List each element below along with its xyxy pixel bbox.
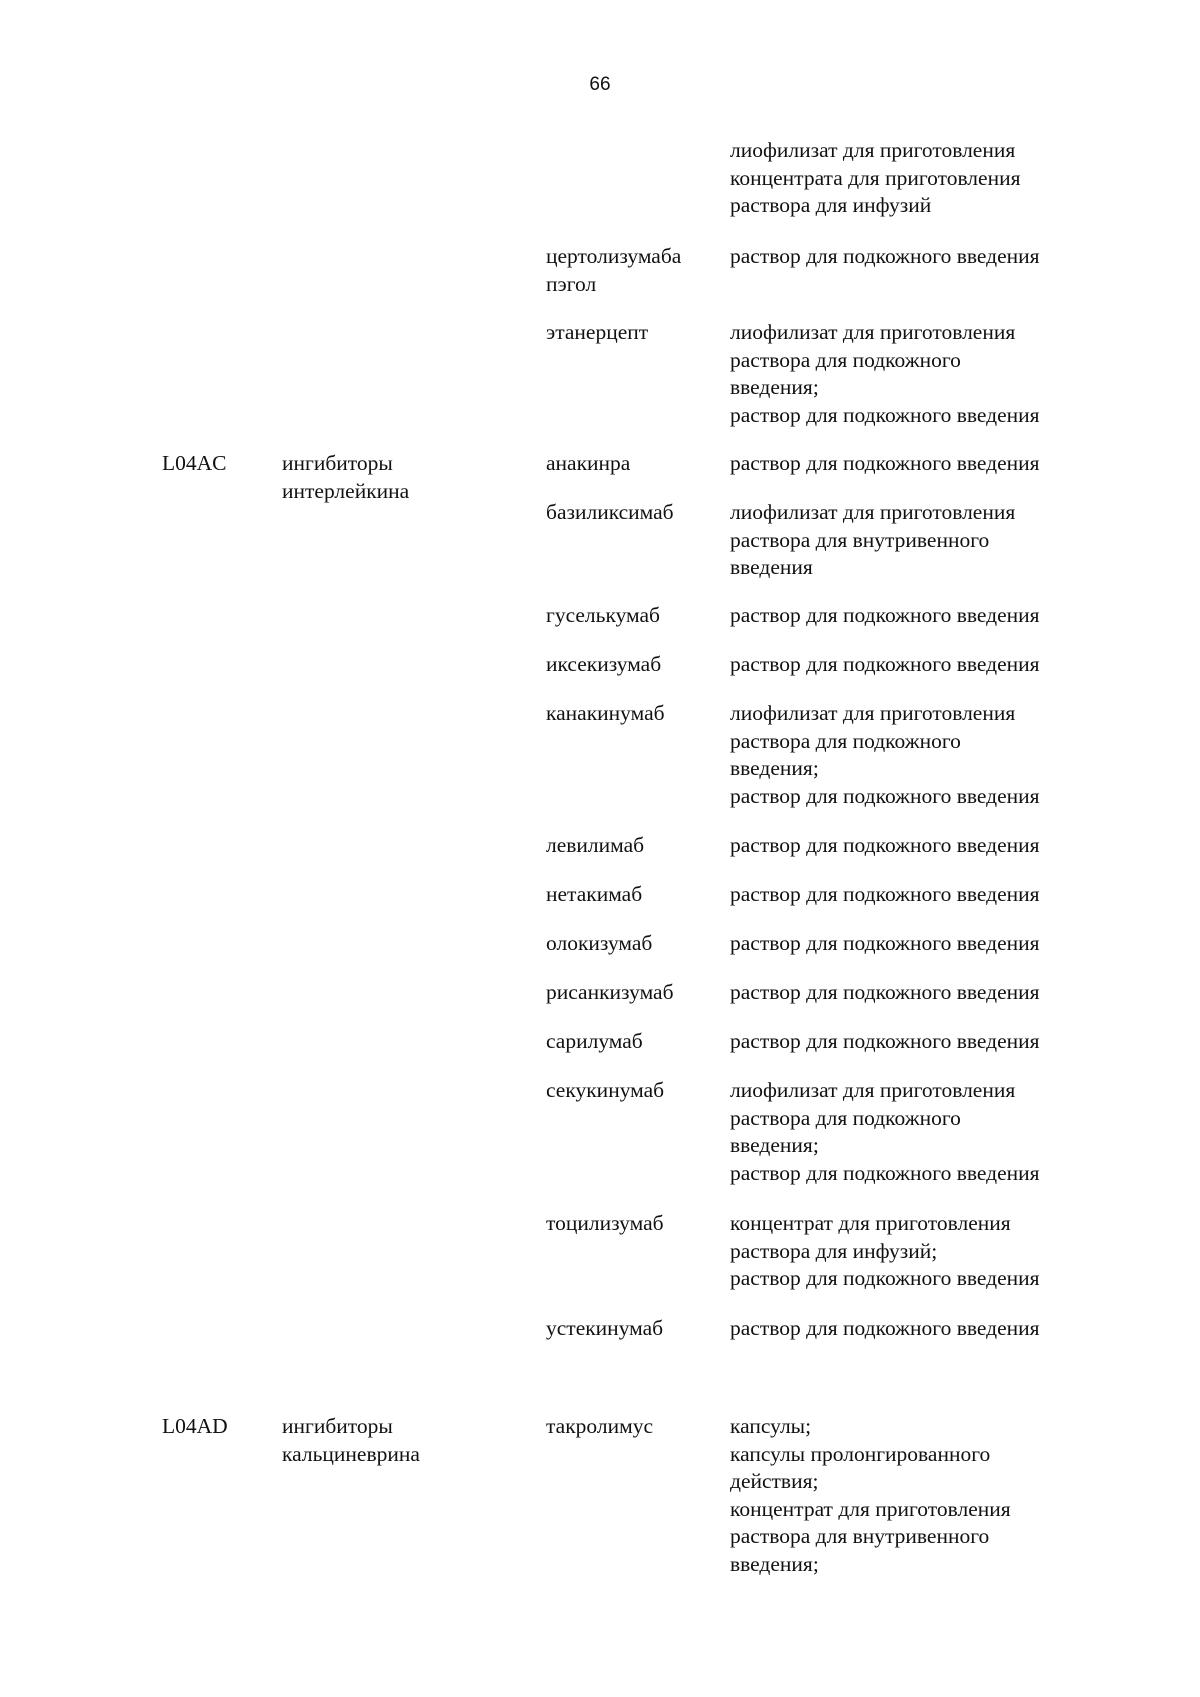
dosage-form: раствор для подкожного введения xyxy=(730,931,1040,955)
drug-name: этанерцепт xyxy=(546,320,649,344)
dosage-form: раствор для подкожного введения xyxy=(730,1316,1040,1340)
dosage-form: раствор для подкожного введения xyxy=(730,833,1040,857)
atc-group-name: ингибиторы интерлейкина xyxy=(282,451,410,503)
atc-code: L04AD xyxy=(162,1414,228,1438)
dosage-form: раствор для подкожного введения xyxy=(730,244,1040,268)
page-number: 66 xyxy=(589,74,611,95)
drug-name: иксекизумаб xyxy=(546,652,662,676)
drug-name: сарилумаб xyxy=(546,1029,643,1053)
drug-name: анакинра xyxy=(546,451,631,475)
dosage-form: лиофилизат для приготовления раствора для подкожного введения; раствор для подкожного введения xyxy=(730,320,1040,427)
drug-name: канакинумаб xyxy=(546,701,665,725)
drug-name: тоцилизумаб xyxy=(546,1211,664,1235)
drug-name: нетакимаб xyxy=(546,882,643,906)
drug-name: такролимус xyxy=(546,1414,653,1438)
drug-name: секукинумаб xyxy=(546,1078,665,1102)
dosage-form: раствор для подкожного введения xyxy=(730,980,1040,1004)
atc-group-name: ингибиторы кальциневрина xyxy=(282,1414,420,1466)
dosage-form: лиофилизат для приготовления раствора для подкожного введения; раствор для подкожного введения xyxy=(730,1078,1040,1185)
drug-name: цертолизумаба пэгол xyxy=(546,244,682,296)
dosage-form: лиофилизат для приготовления раствора для внутривенного введения xyxy=(730,500,1016,579)
drug-name: гуселькумаб xyxy=(546,603,660,627)
drug-name: базиликсимаб xyxy=(546,500,674,524)
drug-name: устекинумаб xyxy=(546,1316,664,1340)
dosage-form: раствор для подкожного введения xyxy=(730,652,1040,676)
dosage-form: лиофилизат для приготовления раствора для подкожного введения; раствор для подкожного введения xyxy=(730,701,1040,808)
dosage-form: лиофилизат для приготовления концентрата для приготовления раствора для инфузий xyxy=(730,138,1021,217)
dosage-form: раствор для подкожного введения xyxy=(730,1029,1040,1053)
dosage-form: раствор для подкожного введения xyxy=(730,882,1040,906)
dosage-form: концентрат для приготовления раствора для инфузий; раствор для подкожного введения xyxy=(730,1211,1040,1290)
drug-name: рисанкизумаб xyxy=(546,980,674,1004)
dosage-form: раствор для подкожного введения xyxy=(730,451,1040,475)
drug-name: левилимаб xyxy=(546,833,645,857)
dosage-form: раствор для подкожного введения xyxy=(730,603,1040,627)
drug-name: олокизумаб xyxy=(546,931,653,955)
dosage-form: капсулы; капсулы пролонгированного действия; концентрат для приготовления раствора для внутривенного введения; xyxy=(730,1414,1011,1576)
atc-code: L04AC xyxy=(162,451,227,475)
